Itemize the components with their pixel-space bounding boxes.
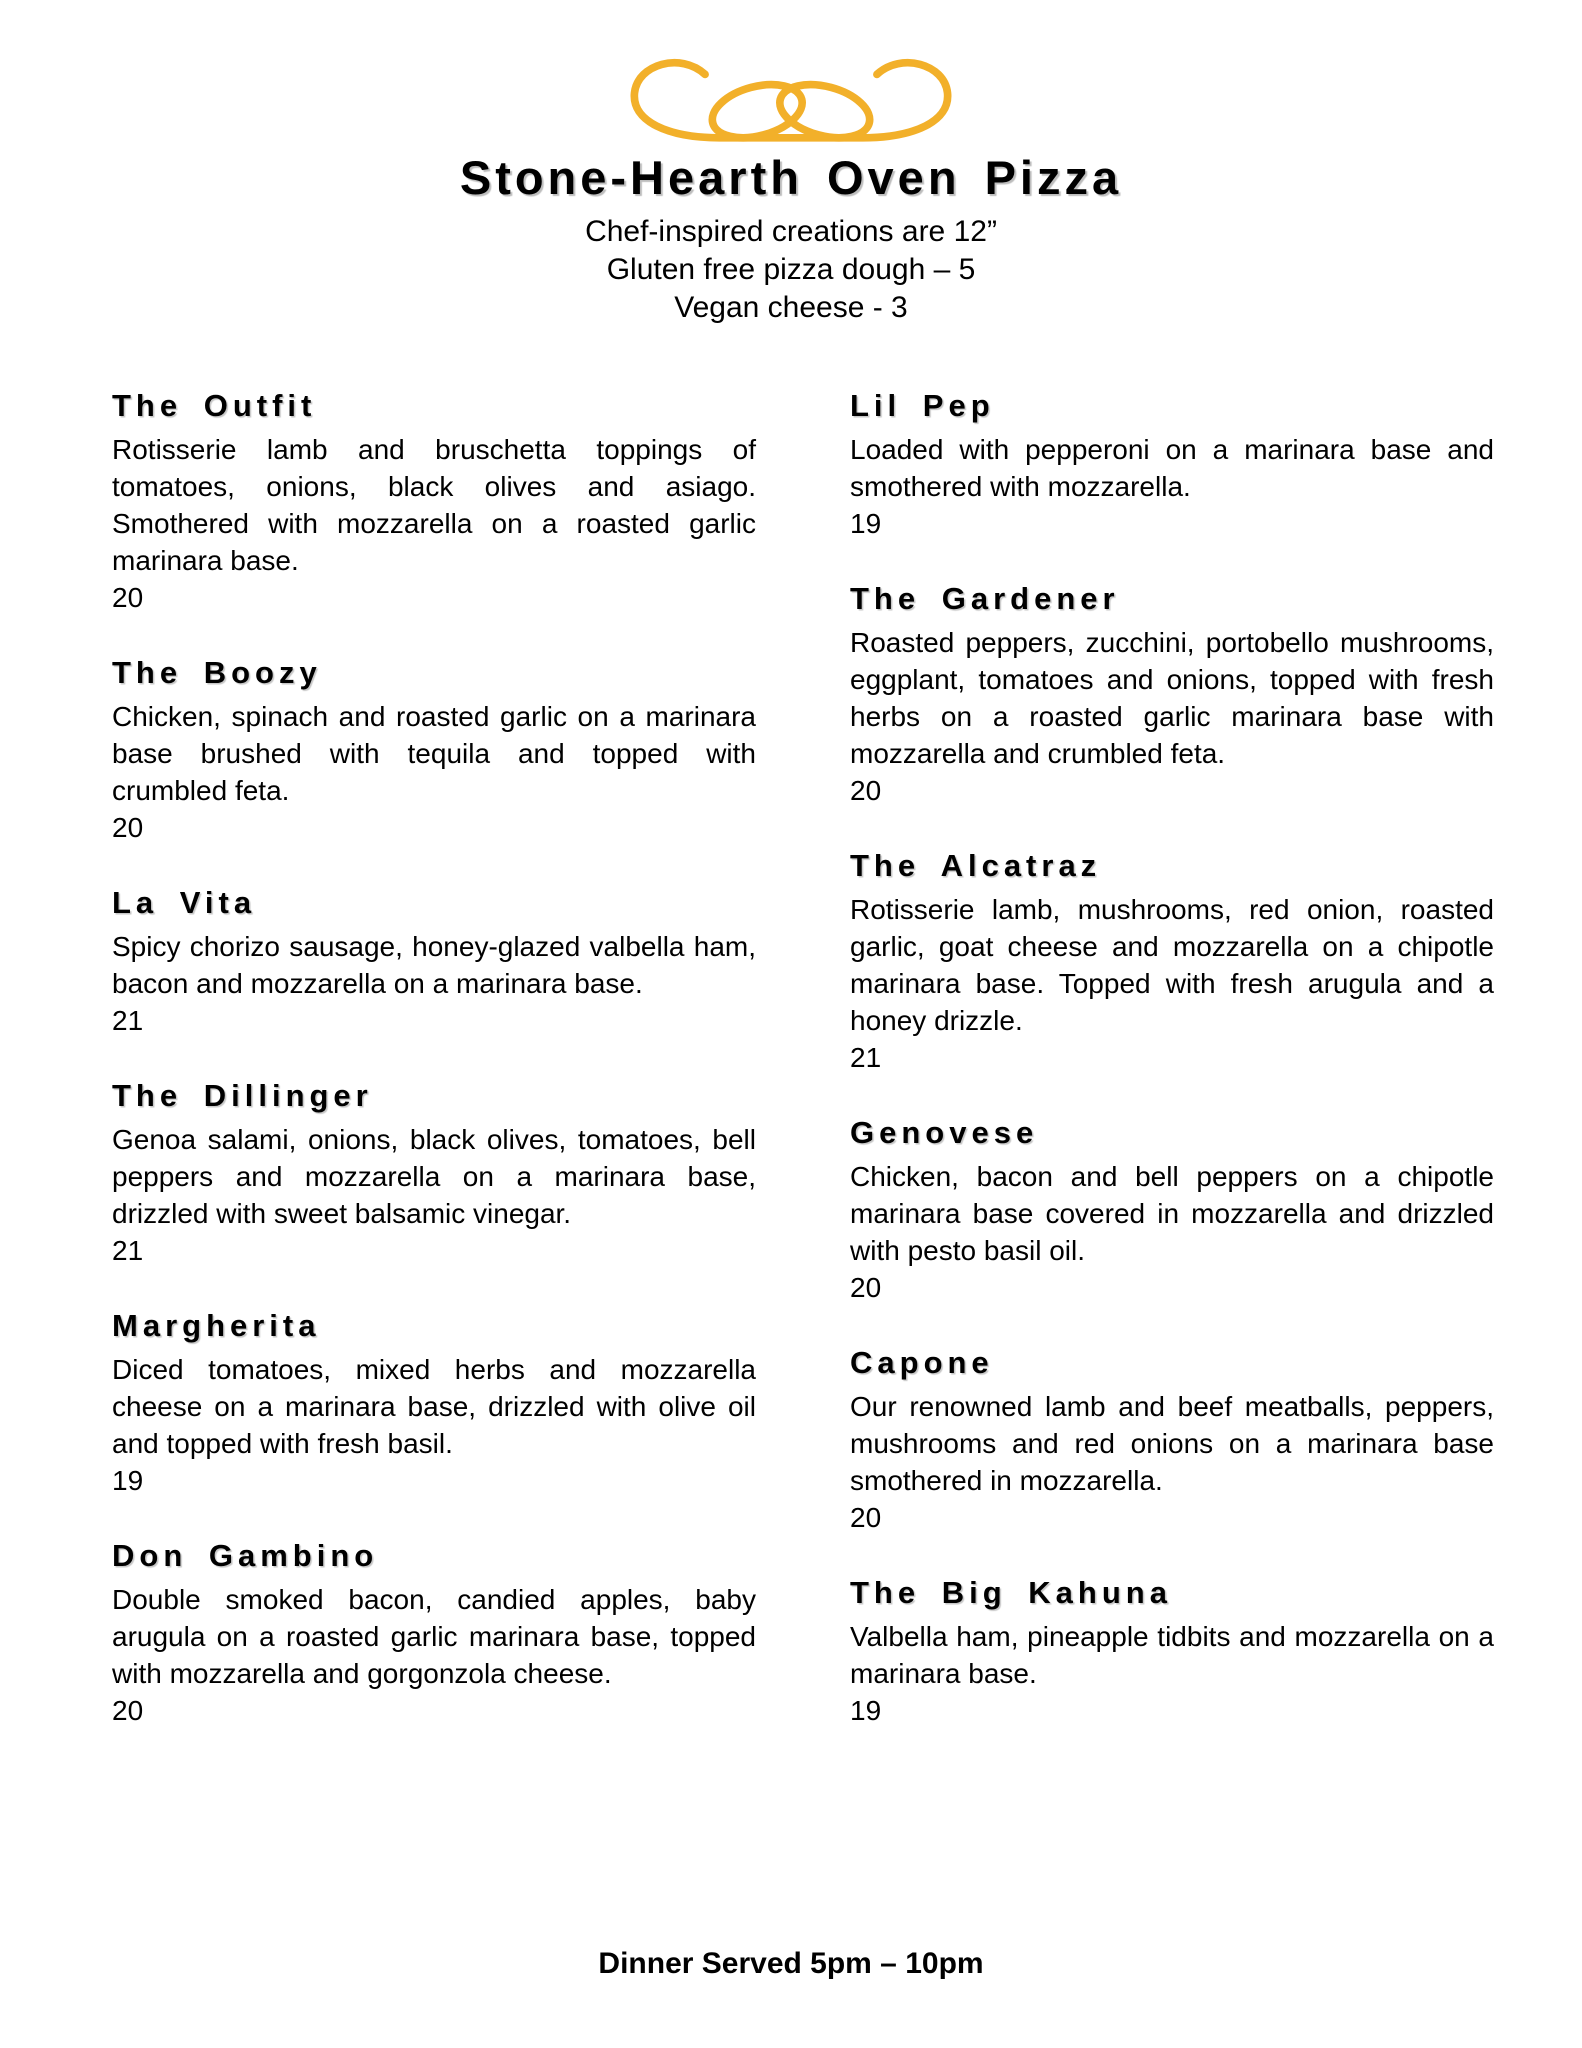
subtitle-block (0, 213, 1582, 327)
footer-hours: Dinner Served 5pm – 10pm (598, 1947, 984, 1980)
menu-item-price: 19 (850, 508, 882, 539)
page-title: Stone-Hearth Oven Pizza (459, 151, 1123, 204)
menu-item-price: 20 (850, 1502, 882, 1533)
subtitle-line-vegan-cheese: Vegan cheese - 3 (674, 291, 908, 324)
menu-item-name: Genovese (850, 1115, 1039, 1150)
menu-item (850, 1342, 1494, 1536)
menu-item-name: La Vita (112, 885, 257, 920)
menu-item-description: Double smoked bacon, candied apples, baby arugula on a roasted garlic marinara base, topped with mozzarella and gorgonzola cheese. (112, 1584, 756, 1689)
menu-item (850, 578, 1494, 809)
menu-item-name: Capone (850, 1345, 994, 1380)
subtitle-line-sizes: Chef-inspired creations are 12” (585, 215, 997, 248)
menu-item-price: 21 (112, 1005, 144, 1036)
menu-item-name: The Gardener (850, 581, 1120, 616)
menu-item-description: Diced tomatoes, mixed herbs and mozzarella cheese on a marinara base, drizzled with olive oil and topped with fresh basil. (112, 1354, 756, 1459)
menu-item (112, 385, 756, 616)
menu-item-price: 21 (112, 1235, 144, 1266)
menu-item-description: Genoa salami, onions, black olives, tomatoes, bell peppers and mozzarella on a marinara base, drizzled with sweet balsamic vinegar. (112, 1124, 756, 1229)
menu-item (112, 652, 756, 846)
menu-item-price: 20 (112, 1695, 144, 1726)
menu-item-description: Spicy chorizo sausage, honey-glazed valbella ham, bacon and mozzarella on a marinara base. (112, 931, 756, 999)
menu-column-right (850, 385, 1494, 1765)
menu-item-price: 20 (112, 812, 144, 843)
menu-item-name: Lil Pep (850, 388, 995, 423)
menu-item-description: Rotisserie lamb, mushrooms, red onion, roasted garlic, goat cheese and mozzarella on a chipotle marinara base. Topped with fresh arugula and a honey drizzle. (850, 894, 1494, 1036)
menu-item-name: The Boozy (112, 655, 322, 690)
menu-item (850, 1112, 1494, 1306)
menu-item-price: 19 (112, 1465, 144, 1496)
menu-item (112, 1075, 756, 1269)
menu-item (112, 882, 756, 1039)
menu-item-name: The Big Kahuna (850, 1575, 1172, 1610)
swirl-flourish-strokes (634, 63, 947, 147)
menu-item-name: Don Gambino (112, 1538, 379, 1573)
menu-item-description: Rotisserie lamb and bruschetta toppings of tomatoes, onions, black olives and asiago. Smothered with mozzarella on a roasted garlic marinara base. (112, 434, 756, 576)
menu-item-description: Chicken, spinach and roasted garlic on a marinara base brushed with tequila and topped with crumbled feta. (112, 701, 756, 806)
menu-item-price: 20 (850, 775, 882, 806)
menu-item-price: 20 (850, 1272, 882, 1303)
menu-item-price: 19 (850, 1695, 882, 1726)
menu-item-price: 20 (112, 582, 144, 613)
menu-column-left (112, 385, 756, 1765)
menu-item-description: Roasted peppers, zucchini, portobello mushrooms, eggplant, tomatoes and onions, topped with fresh herbs on a roasted garlic marinara base with mozzarella and crumbled feta. (850, 627, 1494, 769)
menu-columns (0, 385, 1582, 1765)
menu-item (850, 385, 1494, 542)
menu-item-name: Margherita (112, 1308, 321, 1343)
swirl-flourish-icon (617, 58, 965, 148)
menu-item-name: The Dillinger (112, 1078, 373, 1113)
menu-item-description: Valbella ham, pineapple tidbits and mozzarella on a marinara base. (850, 1621, 1494, 1689)
menu-item-name: The Alcatraz (850, 848, 1102, 883)
menu-item (112, 1535, 756, 1729)
menu-item-name: The Outfit (112, 388, 317, 423)
menu-item-description: Loaded with pepperoni on a marinara base and smothered with mozzarella. (850, 434, 1494, 502)
subtitle-line-gluten-free: Gluten free pizza dough – 5 (606, 253, 976, 286)
menu-item (112, 1305, 756, 1499)
menu-item-price: 21 (850, 1042, 882, 1073)
menu-item-description: Our renowned lamb and beef meatballs, peppers, mushrooms and red onions on a marinara base smothered in mozzarella. (850, 1391, 1494, 1496)
menu-item (850, 845, 1494, 1076)
menu-item (850, 1572, 1494, 1729)
menu-item-description: Chicken, bacon and bell peppers on a chipotle marinara base covered in mozzarella and drizzled with pesto basil oil. (850, 1161, 1494, 1266)
menu-header (0, 0, 1582, 327)
